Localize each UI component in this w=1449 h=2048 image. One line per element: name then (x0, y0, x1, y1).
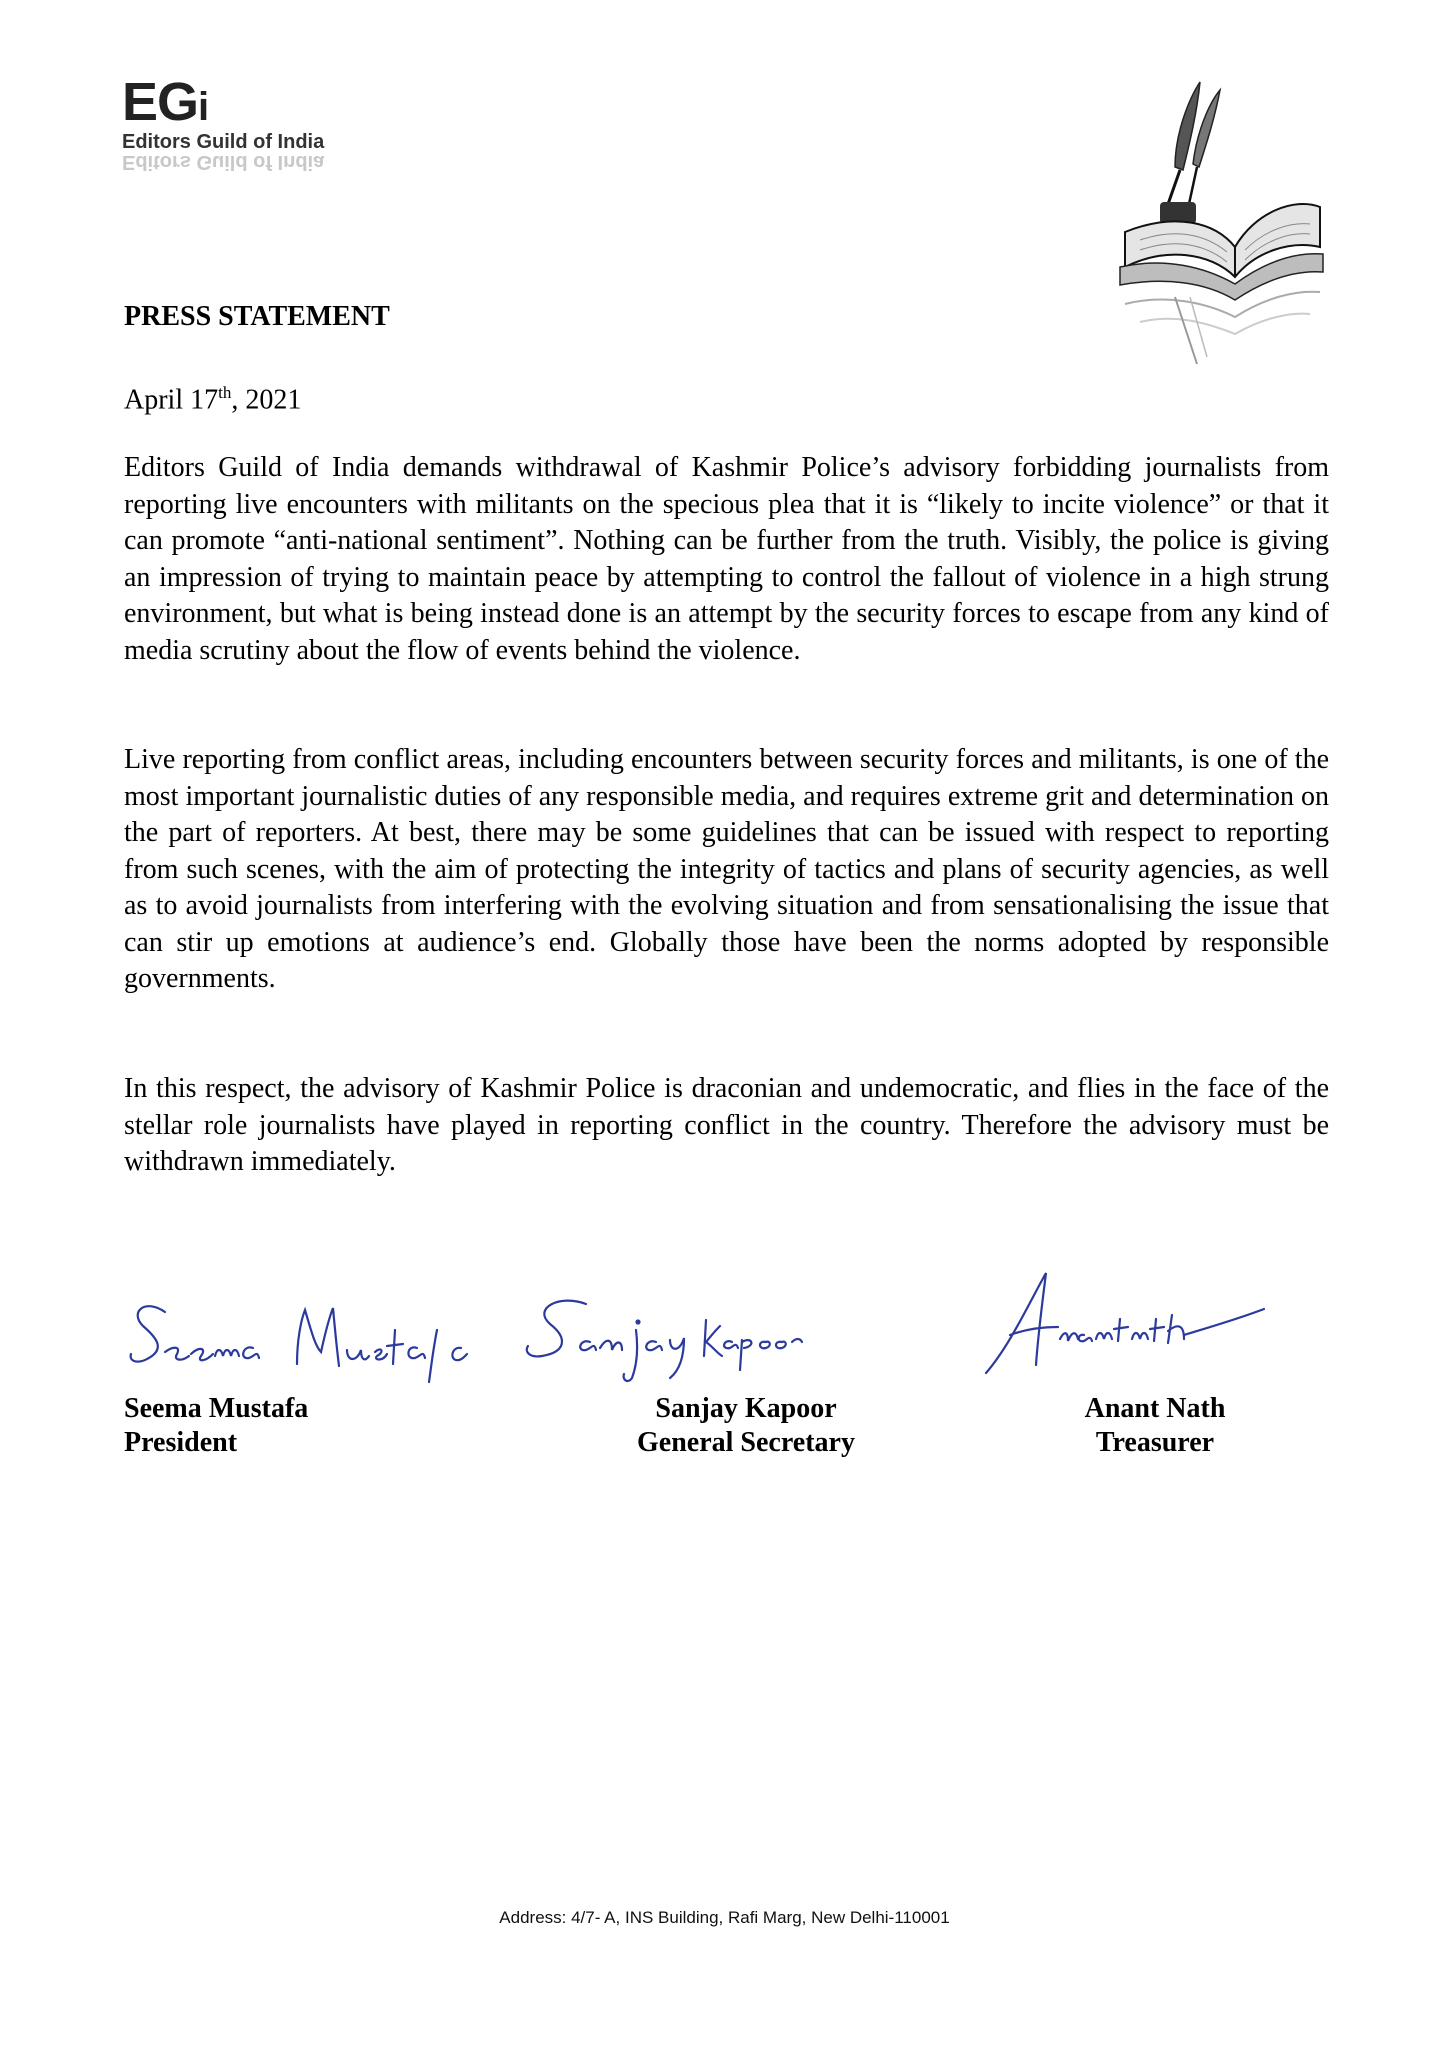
body-paragraph-3: In this respect, the advisory of Kashmir Police is draconian and undemocratic, and flies in the face of the stellar role journalists have played in reporting conflict in the country. Therefore the advisory must be withdrawn immediately. (124, 1073, 1329, 1177)
footer-address: Address: 4/7- A, INS Building, Rafi Marg, New Delhi-110001 (499, 1908, 950, 1927)
body-paragraph-1: Editors Guild of India demands withdrawal of Kashmir Police’s advisory forbidding journalists from reporting live encounters with militants on the specious plea that it is “likely to incite violence” or that it can promote “anti-national sentiment”. Nothing can be further from the truth. Visibly, the police is giving an impression of trying to maintain peace by attempting to control the fallout of violence in a high strung environment, but what is being instead done is an attempt by the security forces to escape from any kind of media scrutiny about the flow of events behind the violence. (124, 452, 1329, 666)
signature-seema-mustafa (125, 1290, 505, 1390)
date-year: , 2021 (231, 384, 302, 416)
statement-title: PRESS STATEMENT (124, 301, 390, 332)
signatory-treasurer (1080, 1392, 1230, 1460)
signatory-name: Anant Nath (1084, 1393, 1226, 1424)
statement-date (124, 376, 301, 417)
logo-name: Editors Guild of India (122, 131, 325, 153)
signature-sanjay-kapoor (520, 1290, 820, 1390)
editors-guild-logo (122, 72, 352, 173)
date-month-day: April 17 (124, 384, 219, 416)
signatory-role: President (124, 1427, 238, 1458)
signatory-name: Sanjay Kapoor (655, 1393, 837, 1424)
logo-mark-i: i (198, 85, 209, 129)
signatory-role: General Secretary (637, 1427, 855, 1458)
signatory-name: Seema Mustafa (124, 1393, 309, 1424)
date-ordinal: th (218, 383, 232, 402)
logo-name-reflection: Editors Guild of India (122, 151, 325, 173)
signatory-general-secretary (632, 1392, 860, 1460)
open-book-quill-icon (1105, 72, 1327, 367)
signatory-president (124, 1392, 308, 1460)
logo-mark: EG (122, 72, 199, 132)
signatory-role: Treasurer (1095, 1427, 1215, 1458)
signature-anant-nath (980, 1265, 1280, 1395)
body-paragraph-2: Live reporting from conflict areas, including encounters between security forces and militants, is one of the most important journalistic duties of any responsible media, and requires extreme grit and determination on the part of reporters. At best, there may be some guidelines that can be issued with respect to reporting from such scenes, with the aim of protecting the integrity of tactics and plans of security agencies, as well as to avoid journalists from interfering with the evolving situation and from sensationalising the issue that can stir up emotions at audience’s end. Globally those have been the norms adopted by responsible governments. (124, 744, 1329, 994)
